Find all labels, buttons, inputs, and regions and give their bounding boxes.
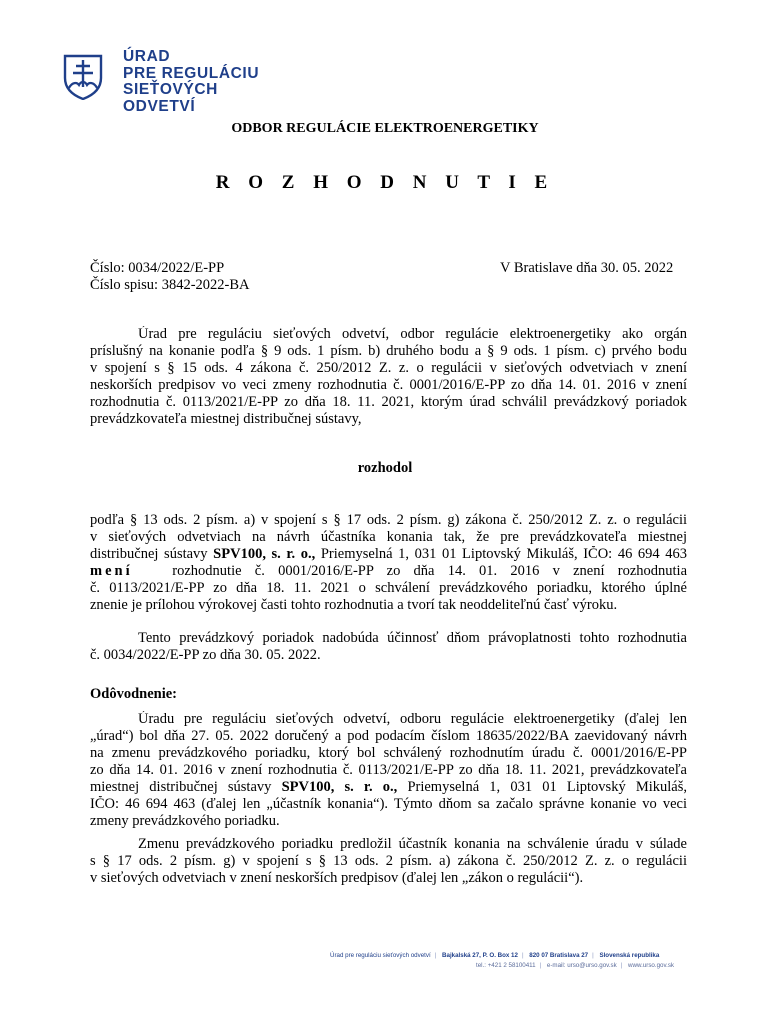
text-span: rozhodnutie č. 0001/2016/E-PP zo dňa 14. 01. 2016 v znení rozhodnutia	[172, 563, 687, 579]
text-span: miestnej distribučnej sústavy	[90, 779, 282, 795]
company-name: SPV100, s. r. o.,	[281, 779, 398, 795]
footer-country: Slovenská republika	[599, 952, 660, 959]
text-line: na zmenu prevádzkového poriadku, ktorý bol schválený rozhodnutím úradu č. 0001/2016/E-PP	[90, 745, 687, 761]
coat-of-arms-icon	[63, 54, 103, 100]
text-line: „úrad“) bol dňa 27. 05. 2022 doručený a pod podacím číslom 18635/2022/BA zaevidovaný návrh	[90, 728, 687, 744]
text-span: Priemyselná 1, 031 01 Liptovský Mikuláš, IČO: 46 694 463	[315, 546, 687, 562]
text-line: Tento prevádzkový poriadok nadobúda účinnosť dňom právoplatnosti tohto rozhodnutia	[138, 630, 687, 646]
text-line: Úradu pre reguláciu sieťových odvetví, odboru regulácie elektroenergetiky (ďalej len	[138, 711, 687, 727]
logo-line: ÚRAD	[123, 48, 171, 65]
logo-line: PRE REGULÁCIU	[123, 64, 260, 82]
verdict-word: mení	[90, 563, 133, 579]
text-line: s § 17 ods. 2 písm. g) v spojení s § 13 ods. 2 písm. a) zákona č. 250/2012 Z. z. o regulácii	[90, 853, 687, 869]
text-line: zo dňa 14. 01. 2016 v znení rozhodnutia č. 0113/2021/E-PP zo dňa 18. 11. 2021, prevádzkovateľa	[90, 762, 687, 778]
intro-paragraph	[90, 326, 687, 428]
footer-web[interactable]: www.urso.gov.sk	[628, 962, 675, 969]
reasoning-paragraph	[90, 711, 687, 830]
text-line: Zmenu prevádzkového poriadku predložil účastník konania na schválenie úradu v súlade	[138, 836, 687, 852]
place-date: V Bratislave dňa 30. 05. 2022	[500, 260, 674, 276]
company-name: SPV100, s. r. o.,	[213, 546, 316, 562]
text-line: prevádzkovateľa miestnej distribučnej sústavy,	[90, 411, 362, 427]
file-number: Číslo spisu: 3842-2022-BA	[90, 277, 250, 293]
footer-org: Úrad pre reguláciu sieťových odvetví	[330, 952, 431, 959]
reasoning-heading: Odôvodnenie:	[90, 686, 178, 702]
office-logo-text	[123, 49, 323, 115]
text-line: podľa § 13 ods. 2 písm. a) v spojení s § 17 ods. 2 písm. g) zákona č. 250/2012 Z. z. o regulácii	[90, 512, 687, 528]
text-line: rozhodnutia č. 0113/2021/E-PP zo dňa 18. 11. 2021, ktorým úrad schválil prevádzkový poriadok	[90, 394, 687, 410]
footer-row: Úrad pre reguláciu sieťových odvetví | Bajkalská 27, P. O. Box 12 | 820 07 Bratislava 27 | Slovenská republika	[330, 952, 660, 959]
text-span: distribučnej sústavy	[90, 546, 214, 562]
text-line: v sieťových odvetviach v znení neskorších predpisov (ďalej len „zákon o regulácii“).	[90, 870, 584, 886]
effect-paragraph	[90, 630, 687, 664]
text-line: zmeny prevádzkového poriadku.	[90, 813, 280, 829]
text-line: v spojení s § 15 ods. 4 zákona č. 250/2012 Z. z. o regulácii v sieťových odvetviach v znení	[90, 360, 687, 376]
text-line: č. 0113/2021/E-PP zo dňa 18. 11. 2021 o schválení prevádzkového poriadku, ktorého úplné	[90, 580, 687, 596]
footer-address: Bajkalská 27, P. O. Box 12	[442, 952, 518, 959]
footer-phone: tel.: +421 2 58100411	[476, 962, 536, 969]
department-heading: ODBOR REGULÁCIE ELEKTROENERGETIKY	[231, 121, 539, 136]
text-line	[90, 546, 687, 563]
logo-line: SIEŤOVÝCH	[123, 81, 218, 98]
document-title: R O Z H O D N U T I E	[215, 172, 555, 193]
text-line: znenie je prílohou výrokovej časti tohto rozhodnutia a tvorí tak neoddeliteľnú časť výroku.	[90, 597, 618, 613]
footer-email[interactable]: e-mail: urso@urso.gov.sk	[546, 962, 617, 969]
footer-row: tel.: +421 2 58100411 | e-mail: urso@urso.gov.sk | www.urso.gov.sk	[476, 962, 675, 969]
text-span: Priemyselná 1, 031 01 Liptovský Mikuláš,	[397, 779, 687, 795]
text-line: Úrad pre reguláciu sieťových odvetví, odbor regulácie elektroenergetiky ako orgán	[138, 326, 687, 342]
reasoning-paragraph-2	[90, 836, 687, 887]
text-line: príslušný na konanie podľa § 9 ods. 1 písm. b) druhého bodu a § 9 ods. 1 písm. c) prvého bodu	[90, 343, 687, 359]
footer-city: 820 07 Bratislava 27	[529, 952, 589, 959]
text-line: IČO: 46 694 463 (ďalej len „účastník konania“). Týmto dňom sa začalo správne konanie vo veci	[90, 796, 687, 812]
logo-line: ODVETVÍ	[123, 97, 196, 115]
decided-heading: rozhodol	[357, 460, 413, 476]
text-line: v sieťových odvetviach na návrh účastníka konania tak, že pre prevádzkovateľa miestnej	[90, 529, 687, 545]
text-line	[90, 779, 687, 796]
decision-number: Číslo: 0034/2022/E-PP	[90, 260, 225, 276]
text-line: neskorších predpisov vo veci zmeny rozhodnutia č. 0001/2016/E-PP zo dňa 14. 01. 2016 v znení	[90, 377, 687, 393]
text-line: č. 0034/2022/E-PP zo dňa 30. 05. 2022.	[90, 647, 321, 663]
text-line	[90, 563, 687, 580]
decision-paragraph	[90, 512, 687, 614]
page-footer	[330, 951, 705, 971]
